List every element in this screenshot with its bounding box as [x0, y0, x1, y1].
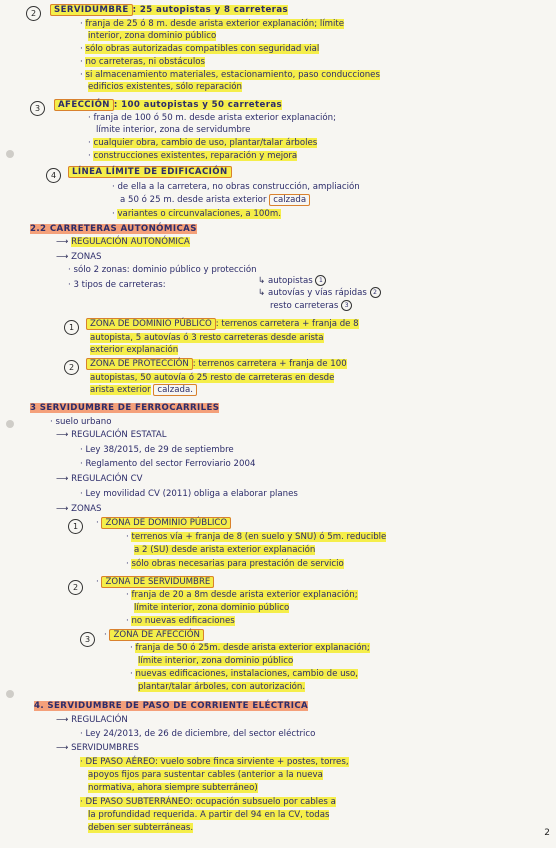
- bullet-text: construcciones existentes, reparación y mejora: [93, 151, 298, 161]
- zone-line: [138, 657, 293, 667]
- zone-line: · franja de 50 ó 25m. desde arista exterior explanación;: [130, 643, 370, 653]
- zone-line: [90, 334, 324, 344]
- sub-heading: [56, 505, 101, 515]
- sub-heading: [56, 253, 101, 263]
- line-text: · sólo 2 zonas: dominio público y protección: [68, 265, 257, 275]
- sub-heading: [56, 716, 128, 726]
- heading-rest: : 25 autopistas y 8 carreteras: [132, 5, 289, 15]
- zone-line: · terrenos vía + franja de 8 (en suelo y SNU) ó 5m. reducible: [126, 532, 387, 542]
- section-heading: [34, 702, 308, 712]
- line-text: · 3 tipos de carreteras:: [68, 280, 166, 290]
- zone-text: : terrenos carretera + franja de 8: [215, 319, 359, 329]
- section-heading: [30, 225, 197, 235]
- zone-text: : terrenos carretera + franja de 100: [192, 359, 347, 369]
- line-label: · DE PASO SUBTERRÁNEO: ocupación subsuelo por cables a: [80, 797, 336, 807]
- zone-label: ZONA DE DOMINIO PÚBLICO: [86, 318, 216, 330]
- zone-label: ZONA DE SERVIDUMBRE: [101, 576, 214, 588]
- zone-text: límite interior, zona dominio público: [138, 656, 294, 666]
- heading-label: AFECCIÓN: [54, 99, 114, 111]
- zone-label: ZONA DE DOMINIO PÚBLICO: [101, 517, 231, 529]
- bullet-text: variantes o circunvalaciones, a 100m.: [117, 209, 281, 219]
- sub-heading: [56, 744, 139, 754]
- zone-text: a 2 (SU) desde arista exterior explanación: [134, 545, 316, 555]
- heading-label: SERVIDUMBRE: [50, 4, 133, 16]
- subheading-label: REGULACIÓN: [71, 715, 128, 725]
- line-text: · Reglamento del sector Ferroviario 2004: [80, 459, 256, 469]
- type-number: 1: [315, 275, 326, 286]
- type-item: [258, 275, 326, 287]
- section-heading: [50, 6, 288, 16]
- subheading-label: REGULACIÓN AUTONÓMICA: [71, 237, 190, 247]
- subheading-label: REGULACIÓN ESTATAL: [71, 430, 167, 440]
- line-label: la profundidad requerida. A partir del 94 en la CV, todas: [88, 810, 330, 820]
- zone-text: autopista, 5 autovías ó 3 resto carreteras desde arista: [90, 333, 324, 343]
- zone-line: [90, 386, 197, 396]
- zone-text: límite interior, zona dominio público: [134, 603, 290, 613]
- bullet-text: interior, zona dominio público: [88, 31, 217, 41]
- heading-rest: : 100 autopistas y 50 carreteras: [113, 100, 283, 110]
- bullet: · construcciones existentes, reparación y mejora: [88, 151, 298, 161]
- item-number: 2: [26, 6, 41, 21]
- arrow-icon: ⟶: [56, 252, 72, 262]
- zone-text: autopistas, 50 autovía ó 25 resto de carreteras en desde: [90, 373, 335, 383]
- line-text: · Ley movilidad CV (2011) obliga a elaborar planes: [80, 489, 298, 499]
- arrow-icon: ⟶: [56, 474, 72, 484]
- bullet-text: de ella a la carretera, no obras construcción, ampliación: [117, 182, 360, 192]
- type-label: autovías y vías rápidas: [267, 288, 367, 298]
- zone-line: · no nuevas edificaciones: [126, 616, 235, 626]
- zone-line: [90, 374, 334, 384]
- line-text: [88, 811, 329, 821]
- arrow-icon: ⟶: [56, 237, 72, 247]
- bullet: · variantes o circunvalaciones, a 100m.: [112, 209, 281, 219]
- item-number: 1: [68, 519, 83, 534]
- zone-text: no nuevas edificaciones: [131, 616, 235, 626]
- zone-text: nuevas edificaciones, instalaciones, cambio de uso,: [135, 669, 359, 679]
- item-number: 4: [46, 168, 61, 183]
- line-text: · Ley 24/2013, de 26 de diciembre, del sector eléctrico: [80, 729, 316, 739]
- zone-line: · ZONA DE AFECCIÓN: [104, 631, 204, 641]
- arrow-icon: ⟶: [56, 743, 72, 753]
- bullet-text: cualquier obra, cambio de uso, plantar/talar árboles: [93, 138, 318, 148]
- line-label: · DE PASO AÉREO: vuelo sobre finca sirviente + postes, torres,: [80, 757, 349, 767]
- zone-label: ZONA DE AFECCIÓN: [109, 629, 203, 641]
- zone-text: exterior explanación: [90, 345, 179, 355]
- type-item: [270, 300, 352, 312]
- heading-label: 2.2 CARRETERAS AUTONÓMICAS: [30, 224, 197, 234]
- sub-heading: [56, 431, 167, 441]
- zone-label: ZONA DE PROTECCIÓN: [86, 358, 193, 370]
- zone-line: · nuevas edificaciones, instalaciones, cambio de uso,: [130, 669, 359, 679]
- bullet-text: sólo obras autorizadas compatibles con seguridad vial: [85, 44, 320, 54]
- section-heading: [30, 404, 219, 414]
- line-text: · suelo urbano: [50, 417, 112, 427]
- item-number: 3: [80, 632, 95, 647]
- line-label: apoyos fijos para sustentar cables (anterior a la nueva: [88, 770, 323, 780]
- item-number: 2: [64, 360, 79, 375]
- section-heading: [68, 168, 232, 178]
- zone-line: · ZONA DE DOMINIO PÚBLICO: [96, 519, 231, 529]
- arrow-icon: ↳: [258, 276, 268, 286]
- zone-line: [86, 320, 359, 330]
- bullet-cont: [120, 196, 310, 206]
- bullet-cont: [88, 32, 216, 42]
- heading-label: 4. SERVIDUMBRE DE PASO DE CORRIENTE ELÉCTRICA: [34, 701, 309, 711]
- zone-text: sólo obras necesarias para prestación de servicio: [131, 559, 344, 569]
- sub-heading: [56, 238, 190, 248]
- zone-text: plantar/talar árboles, con autorización.: [138, 682, 306, 692]
- bullet-cont: [88, 83, 242, 93]
- line-text: [88, 771, 323, 781]
- boxed-word: calzada.: [153, 384, 197, 396]
- bullet: · franja de 25 ó 8 m. desde arista exterior explanación; límite: [80, 19, 345, 29]
- type-item: [258, 287, 381, 299]
- arrow-icon: ⟶: [56, 504, 72, 514]
- type-number: 3: [341, 300, 352, 311]
- sub-heading: [56, 475, 142, 485]
- heading-label: LÍNEA LÍMITE DE EDIFICACIÓN: [68, 166, 232, 178]
- item-number: 2: [68, 580, 83, 595]
- subheading-label: ZONAS: [71, 252, 102, 262]
- line-text: · Ley 38/2015, de 29 de septiembre: [80, 445, 234, 455]
- subheading-label: ZONAS: [71, 504, 102, 514]
- bullet-text: edificios existentes, sólo reparación: [88, 82, 242, 92]
- zone-line: · sólo obras necesarias para prestación de servicio: [126, 559, 344, 569]
- binder-hole: [6, 690, 14, 698]
- line-text: [88, 784, 258, 794]
- line-text: [80, 758, 349, 768]
- line-label: suelo urbano: [55, 417, 112, 427]
- arrow-icon: ⟶: [56, 430, 72, 440]
- item-number: 1: [64, 320, 79, 335]
- bullet-text: no carreteras, ni obstáculos: [85, 57, 205, 67]
- line-text: [88, 824, 193, 834]
- bullet-text: límite interior, zona de servidumbre: [96, 125, 251, 135]
- zone-line: [134, 604, 289, 614]
- zone-text: terrenos vía + franja de 8 (en suelo y SNU) ó 5m. reducible: [131, 532, 387, 542]
- binder-hole: [6, 420, 14, 428]
- subheading-label: REGULACIÓN CV: [71, 474, 143, 484]
- type-label: resto carreteras: [270, 301, 339, 311]
- zone-line: · franja de 20 a 8m desde arista exterior explanación;: [126, 590, 358, 600]
- arrow-icon: ⟶: [56, 715, 72, 725]
- bullet: · franja de 100 ó 50 m. desde arista exterior explanación;: [88, 113, 337, 123]
- bullet: · no carreteras, ni obstáculos: [80, 57, 205, 67]
- bullet: · de ella a la carretera, no obras construcción, ampliación: [112, 182, 360, 192]
- bullet: · cualquier obra, cambio de uso, plantar/talar árboles: [88, 138, 318, 148]
- bullet-text: si almacenamiento materiales, estacionamiento, paso conducciones: [85, 70, 380, 80]
- zone-text: franja de 50 ó 25m. desde arista exterior explanación;: [135, 643, 370, 653]
- line-label: normativa, ahora siempre subterráneo): [88, 783, 258, 793]
- zone-line: [138, 683, 305, 693]
- subheading-label: SERVIDUMBRES: [71, 743, 139, 753]
- bullet: · sólo obras autorizadas compatibles con seguridad vial: [80, 44, 320, 54]
- zone-line: [90, 346, 178, 356]
- zone-line: [86, 360, 347, 370]
- arrow-icon: ↳: [258, 288, 268, 298]
- zone-line: · ZONA DE SERVIDUMBRE: [96, 578, 214, 588]
- bullet: · si almacenamiento materiales, estacionamiento, paso conducciones: [80, 70, 380, 80]
- type-label: autopistas: [267, 276, 313, 286]
- bullet-text: a 50 ó 25 m. desde arista exterior: [120, 195, 267, 205]
- item-number: 3: [30, 101, 45, 116]
- bullet-text: franja de 25 ó 8 m. desde arista exterior explanación; límite: [85, 19, 345, 29]
- zone-line: [134, 546, 315, 556]
- page-number: 2: [544, 827, 550, 838]
- section-heading: [54, 101, 282, 111]
- type-number: 2: [370, 287, 381, 298]
- zone-text: franja de 20 a 8m desde arista exterior explanación;: [131, 590, 358, 600]
- bullet-cont: [96, 126, 250, 136]
- heading-label: 3 SERVIDUMBRE DE FERROCARRILES: [30, 403, 220, 413]
- boxed-word: calzada: [269, 194, 310, 206]
- zone-text: arista exterior: [90, 385, 151, 395]
- bullet-text: franja de 100 ó 50 m. desde arista exterior explanación;: [93, 113, 337, 123]
- line-text: [80, 798, 336, 808]
- binder-hole: [6, 150, 14, 158]
- line-label: deben ser subterráneas.: [88, 823, 194, 833]
